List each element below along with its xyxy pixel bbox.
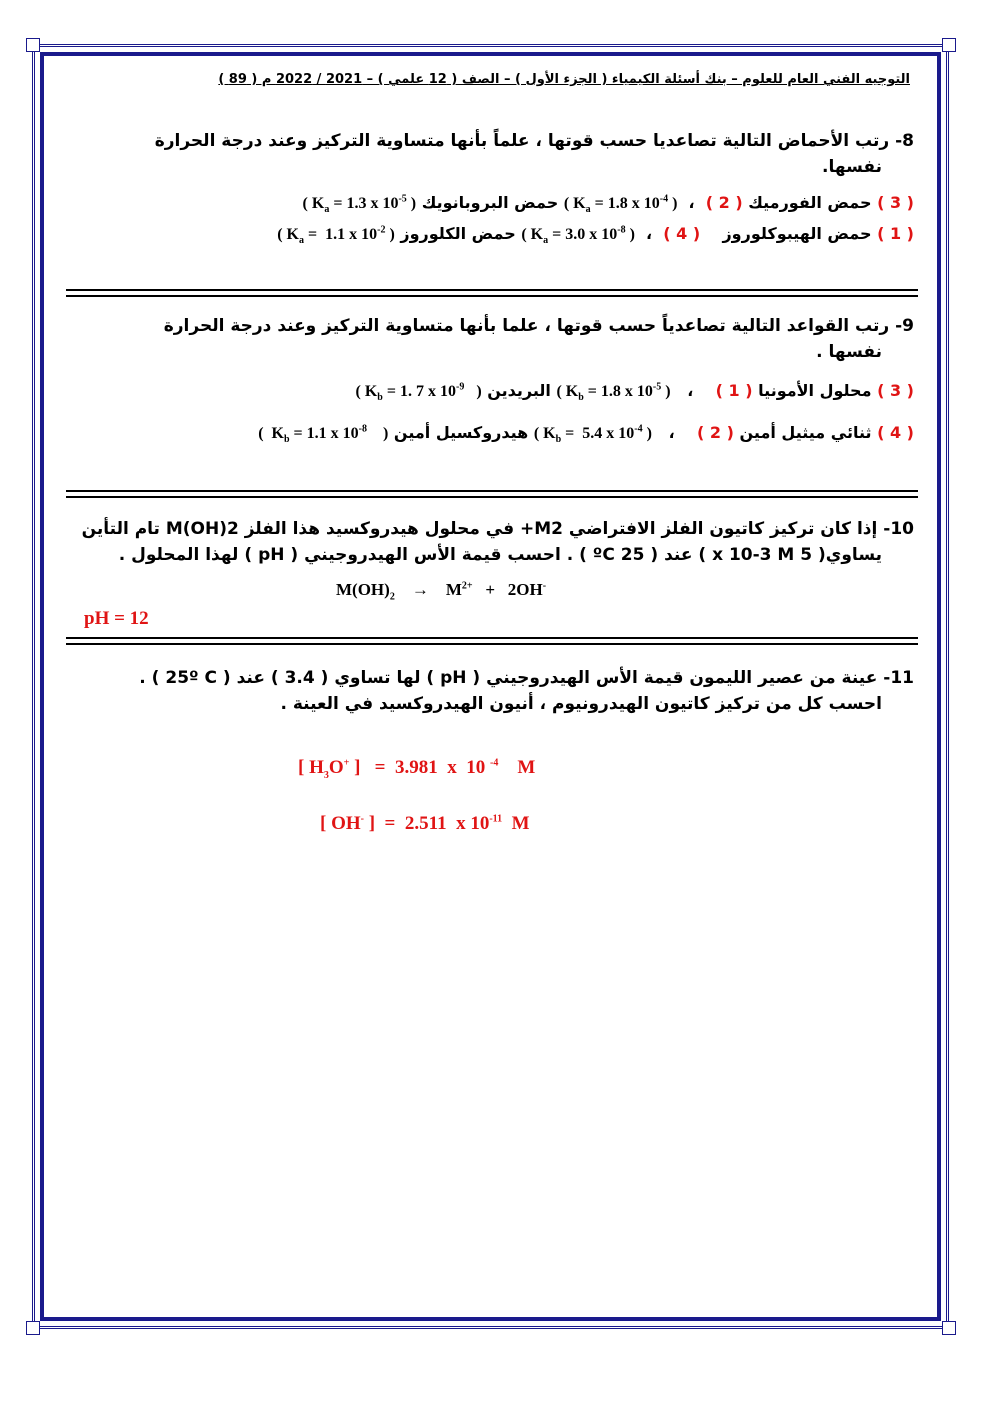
base-4-name: ثنائي ميثيل أمين	[739, 423, 872, 442]
separator	[66, 490, 918, 498]
base-1-number: ( 1 )	[715, 381, 753, 400]
corner-ornament	[942, 38, 956, 52]
question-10	[74, 516, 914, 568]
question-8-text-cont: نفسها.	[822, 157, 882, 177]
base-1-kb: ( $K_b = 1$. 7 x $10^{-9}$ )	[355, 381, 482, 404]
acid-row-1: ( 3 ) حمض الفورميك ( $K_a = 1.8$ x $10^{-4}$ ) ، ( 2 ) حمض البروبانويك ( $K_a = 1.3$ x $10^{-5}$ )	[302, 193, 914, 216]
acid-4-number: ( 4 )	[663, 224, 701, 243]
acid-row-2: ( 1 ) حمض الهيبوكلوروز ( $K_a = 3.0$ x $10^{-8}$ ) ، ( 4 ) حمض الكلوروز ( $K_a = 1.1$ x $10^{-2}$ )	[277, 224, 914, 247]
base-4-number: ( 4 )	[877, 423, 914, 442]
acid-4-ka: ( $K_a = 1.1$ x $10^{-2}$ )	[277, 224, 395, 247]
question-11-text: 11- عينة من عصير الليمون قيمة الأس الهيدروجيني ( pH ) لها تساوي ( 3.4 ) عند ( 25º C ) .	[139, 668, 914, 688]
acid-1-number: ( 1 )	[877, 224, 914, 243]
separator	[66, 289, 918, 297]
acid-1-ka: ( $K_a = 3.0$ x $10^{-8}$ )	[521, 224, 635, 247]
dissociation-equation: $M(OH)_2$ → $M^{2+} + 2OH^-$	[336, 580, 547, 603]
separator	[66, 637, 918, 645]
question-9	[74, 313, 914, 365]
base-2-kb: ( $K_b = 1.1$ x $10^{-8}$ )	[258, 423, 389, 446]
base-2-name: هيدروكسيل أمين	[393, 423, 529, 442]
base-3-kb: ( $K_b = 1.8$ x $10^{-5}$ )	[556, 381, 671, 404]
question-9-text-cont: نفسها .	[816, 342, 882, 362]
corner-ornament	[26, 38, 40, 52]
corner-ornament	[26, 1321, 40, 1335]
base-row-1: ( 3 ) محلول الأمونيا ( $K_b = 1.8$ x $10^{-5}$ ) ، ( 1 ) البريدين ( $K_b = 1$. 7 x $10^{-9}$ )	[355, 381, 914, 404]
question-8	[74, 128, 914, 180]
question-11	[74, 665, 914, 717]
page-header: التوجيه الفني العام للعلوم – بنك أسئلة الكيمياء ( الجزء الأول ) – الصف ( 12 علمي ) – 2021 / 2022 م ( 89 )	[218, 72, 910, 87]
base-2-number: ( 2 )	[697, 423, 734, 442]
acid-3-number: ( 3 )	[877, 193, 914, 212]
question-10-text-cont: يساوي( 5 x 10-3 M ) عند ( 25 ºC ) . احسب قيمة الأس الهيدروجيني ( pH ) لهذا المحلول .	[118, 545, 882, 565]
answer-ph: pH = 12	[84, 608, 149, 629]
acid-3-name: حمض الفورميك	[748, 193, 872, 212]
base-4-kb: ( $K_b = 5.4$ x $10^{-4}$ )	[533, 423, 652, 446]
answer-hydroxide: [ OH- ] = 2.511 x $10^{-11}$ M	[320, 813, 530, 834]
corner-ornament	[942, 1321, 956, 1335]
acid-2-number: ( 2 )	[705, 193, 743, 212]
base-row-2: ( 4 ) ثنائي ميثيل أمين ( $K_b = 5.4$ x $10^{-4}$ ) ، ( 2 ) هيدروكسيل أمين ( $K_b = 1.1$ x $10^{-8}$ )	[258, 423, 914, 446]
acid-2-ka: ( $K_a = 1.3$ x $10^{-5}$ )	[302, 193, 417, 216]
base-3-number: ( 3 )	[877, 381, 914, 400]
acid-3-ka: ( $K_a = 1.8$ x $10^{-4}$ )	[563, 193, 678, 216]
question-11-text-cont: احسب كل من تركيز كاتيون الهيدرونيوم ، أنيون الهيدروكسيد في العينة .	[280, 694, 882, 714]
question-9-text: 9- رتب القواعد التالية تصاعدياً حسب قوتها ، علما بأنها متساوية التركيز وعند درجة الحرارة	[163, 316, 914, 336]
question-10-text: 10- إذا كان تركيز كاتيون الفلز الافتراضي M2+ في محلول هيدروكسيد هذا الفلز M(OH)2 تام التأين	[81, 519, 914, 539]
acid-4-name: حمض الكلوروز	[400, 224, 516, 243]
base-3-name: محلول الأمونيا	[758, 381, 872, 400]
acid-2-name: حمض البروبانويك	[421, 193, 559, 212]
answer-hydronium: [ $H_3O^+$ ] = 3.981 x 10 $^{-4}$ M	[298, 757, 536, 781]
question-8-text: 8- رتب الأحماض التالية تصاعديا حسب قوتها ، علماً بأنها متساوية التركيز وعند درجة الحرارة	[154, 131, 914, 151]
acid-1-name: حمض الهيبوكلوروز	[722, 224, 872, 243]
base-1-name: البريدين	[487, 381, 551, 400]
